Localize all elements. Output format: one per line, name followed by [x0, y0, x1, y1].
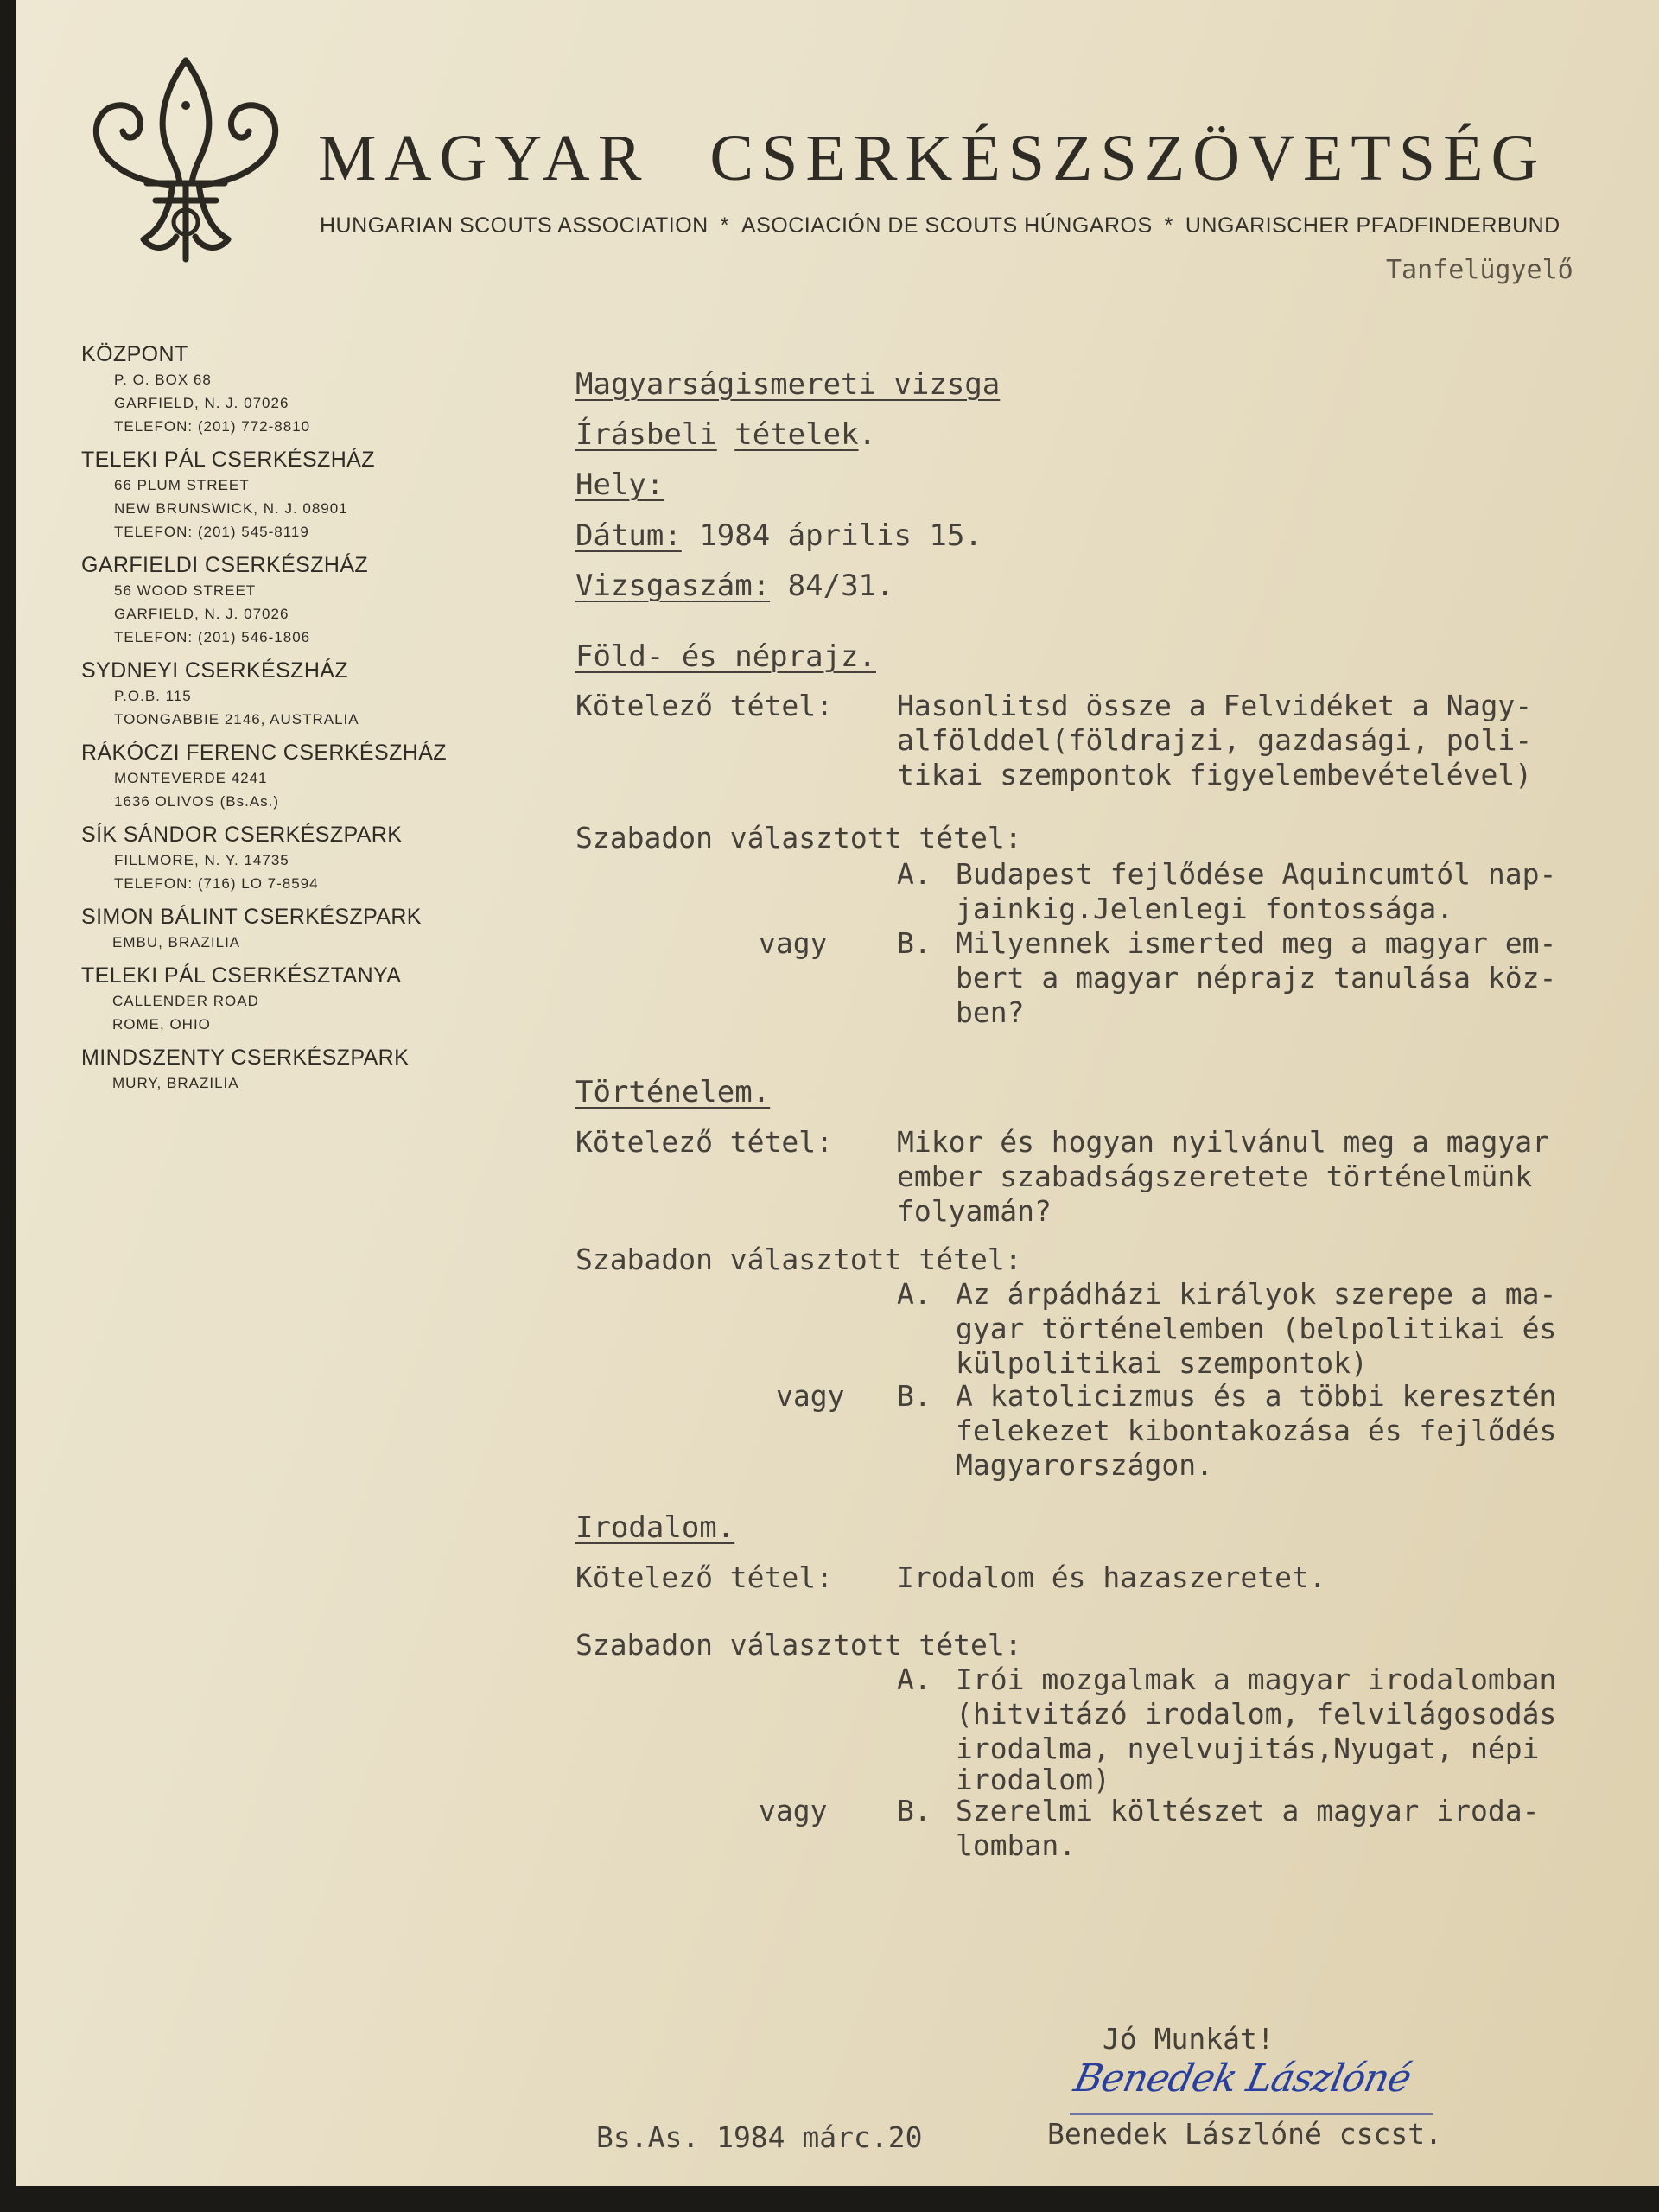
separator-star: * [1164, 213, 1173, 238]
address-line: EMBU, BRAZILIA [112, 934, 241, 950]
exam-subtitle-word-2: tételek [734, 417, 859, 452]
exam-number-label: Vizsgaszám: [575, 569, 771, 603]
org-name-german: UNGARISCHER PFADFINDERBUND [1185, 213, 1560, 238]
signer-name: Benedek Lászlóné cscst. [1047, 2117, 1442, 2151]
optional-label: Szabadon választott tétel: [575, 1243, 1022, 1276]
option-a-line: Irói mozgalmak a magyar irodalomban [956, 1662, 1557, 1696]
address-line: TOONGABBIE 2146, AUSTRALIA [114, 711, 359, 728]
exam-subtitle-word-1: Írásbeli [575, 417, 717, 452]
section-heading-literature: Irodalom. [575, 1510, 735, 1545]
address-line: P. O. BOX 68 [114, 372, 212, 388]
option-b-line: felekezet kibontakozása és fejlődés [956, 1414, 1557, 1447]
option-a-line: (hitvitázó irodalom, felvilágosodás [956, 1697, 1557, 1731]
exam-subtitle: Írásbeli tételek. [575, 417, 877, 452]
exam-sheet [16, 0, 1659, 2186]
address-line: GARFIELD, N. J. 07026 [114, 395, 289, 411]
place-label: Hely: [575, 467, 664, 502]
document-page [16, 0, 1659, 2186]
mandatory-topic-line: Mikor és hogyan nyilvánul meg a magyar [897, 1125, 1549, 1159]
date-value: 1984 április 15. [699, 518, 982, 553]
option-a-line: jainkig.Jelenlegi fontossága. [956, 892, 1454, 925]
signature-underline [1070, 2113, 1433, 2115]
option-a-line: irodalma, nyelvujitás,Nyugat, népi [956, 1732, 1540, 1765]
exam-number-value: 84/31. [787, 569, 894, 603]
org-name-word-2: CSERKÉSZSZÖVETSÉG [709, 122, 1547, 194]
option-a-line: Az árpádházi királyok szerepe a ma- [956, 1277, 1557, 1311]
mandatory-topic-line: ember szabadságszeretete történelmünk [897, 1160, 1533, 1193]
address-name: SÍK SÁNDOR CSERKÉSZPARK [81, 823, 403, 847]
exam-date [575, 518, 982, 553]
exam-title: Magyarságismereti vizsga [575, 367, 1001, 402]
optional-label: Szabadon választott tétel: [575, 1628, 1022, 1662]
option-a-line: irodalom) [956, 1763, 1110, 1796]
option-b-line: A katolicizmus és a többi keresztén [956, 1379, 1557, 1413]
mandatory-topic-line: alfölddel(földrajzi, gazdasági, poli- [897, 723, 1533, 757]
date-label: Dátum: [575, 518, 682, 553]
mandatory-label: Kötelező tétel: [575, 1560, 834, 1594]
address-line: 1636 OLIVOS (Bs.As.) [114, 793, 280, 810]
address-line: 56 WOOD STREET [114, 582, 257, 599]
address-name: TELEKI PÁL CSERKÉSZHÁZ [81, 448, 375, 472]
section-heading-history: Történelem. [575, 1075, 771, 1109]
exam-number [575, 569, 893, 603]
option-b-line: Szerelmi költészet a magyar iroda- [956, 1794, 1540, 1827]
option-b-line: Milyennek ismerted meg a magyar em- [956, 926, 1557, 960]
address-line: P.O.B. 115 [114, 688, 192, 704]
address-line: TELEFON: (201) 545-8119 [114, 524, 309, 540]
section-heading-geography: Föld- és néprajz. [575, 639, 876, 674]
separator-star: * [720, 213, 729, 238]
org-name-spanish: ASOCIACIÓN DE SCOUTS HÚNGAROS [741, 213, 1153, 238]
sender-role: Tanfelügyelő [1386, 255, 1573, 285]
mandatory-topic-line: Hasonlitsd össze a Felvidéket a Nagy- [897, 689, 1533, 722]
address-line: CALLENDER ROAD [112, 993, 259, 1009]
or-label: vagy [759, 1794, 828, 1827]
address-name: TELEKI PÁL CSERKÉSZTANYA [81, 963, 402, 988]
address-name: MINDSZENTY CSERKÉSZPARK [81, 1046, 410, 1070]
address-line: MONTEVERDE 4241 [114, 770, 268, 786]
address-line: TELEFON: (201) 546-1806 [114, 629, 311, 645]
address-line: TELEFON: (201) 772-8810 [114, 418, 311, 435]
org-name-english: HUNGARIAN SCOUTS ASSOCIATION [320, 213, 709, 238]
option-a-marker: A. [897, 1277, 931, 1311]
option-b-marker: B. [897, 1794, 931, 1827]
address-name: KÖZPONT [81, 342, 188, 366]
option-b-line: ben? [956, 995, 1025, 1029]
mandatory-topic-line: tikai szempontok figyelembevételével) [897, 758, 1533, 791]
option-a-line: külpolitikai szempontok) [956, 1346, 1368, 1380]
mandatory-label: Kötelező tétel: [575, 689, 834, 722]
address-line: ROME, OHIO [112, 1016, 211, 1033]
mandatory-topic-line: folyamán? [897, 1194, 1052, 1228]
mandatory-label: Kötelező tétel: [575, 1125, 834, 1159]
option-b-line: lomban. [956, 1828, 1077, 1862]
address-line: 66 PLUM STREET [114, 477, 250, 493]
option-a-line: gyar történelemben (belpolitikai és [956, 1312, 1557, 1345]
option-a-marker: A. [897, 857, 931, 891]
or-label: vagy [776, 1379, 845, 1413]
option-b-line: Magyarországon. [956, 1448, 1214, 1482]
address-line: GARFIELD, N. J. 07026 [114, 606, 289, 622]
mandatory-topic-line: Irodalom és hazaszeretet. [897, 1560, 1326, 1594]
address-line: FILLMORE, N. Y. 14735 [114, 852, 289, 868]
option-b-marker: B. [897, 1379, 931, 1413]
or-label: vagy [759, 926, 828, 960]
address-name: SIMON BÁLINT CSERKÉSZPARK [81, 905, 422, 929]
org-name-word-1: MAGYAR [318, 122, 650, 194]
address-line: MURY, BRAZILIA [112, 1075, 239, 1091]
option-a-line: Budapest fejlődése Aquincumtól nap- [956, 857, 1557, 891]
address-name: RÁKÓCZI FERENC CSERKÉSZHÁZ [81, 741, 447, 765]
address-line: TELEFON: (716) LO 7-8594 [114, 875, 319, 892]
closing-greeting: Jó Munkát! [1103, 2022, 1274, 2056]
address-name: SYDNEYI CSERKÉSZHÁZ [81, 658, 349, 683]
place-and-date: Bs.As. 1984 márc.20 [596, 2120, 923, 2154]
optional-label: Szabadon választott tétel: [575, 821, 1022, 855]
address-line: NEW BRUNSWICK, N. J. 08901 [114, 500, 348, 517]
handwritten-signature: Benedek Lászlóné [1070, 2056, 1415, 2101]
address-name: GARFIELDI CSERKÉSZHÁZ [81, 553, 369, 577]
option-a-marker: A. [897, 1662, 931, 1696]
option-b-line: bert a magyar néprajz tanulása köz- [956, 961, 1557, 995]
option-b-marker: B. [897, 926, 931, 960]
